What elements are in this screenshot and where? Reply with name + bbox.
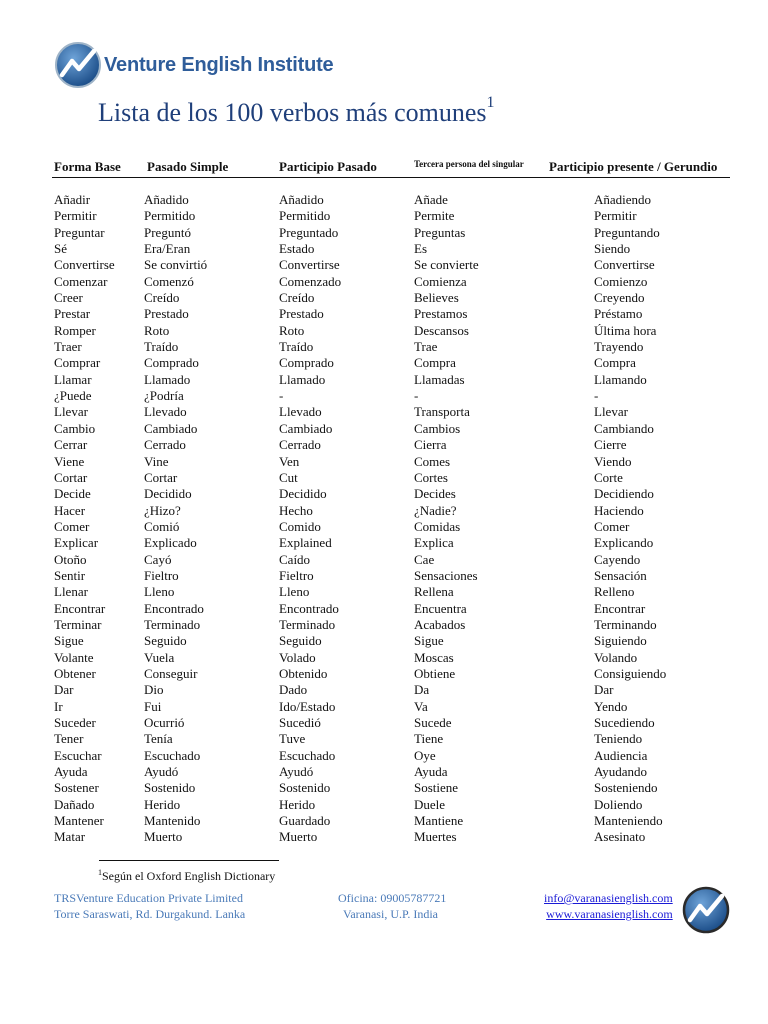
- table-cell: Comprar: [54, 355, 101, 371]
- table-cell: Permitido: [144, 208, 196, 224]
- table-cell: Era/Eran: [144, 241, 191, 257]
- table-cell: Ayudó: [144, 764, 179, 780]
- table-cell: Seguido: [144, 633, 187, 649]
- table-cell: Sostenido: [144, 780, 196, 796]
- table-cell: Comes: [414, 453, 451, 469]
- table-row: [0, 731, 768, 747]
- table-cell: Cambio: [54, 420, 96, 436]
- table-cell: Es: [414, 241, 427, 257]
- table-cell: Relleno: [594, 584, 635, 600]
- column-header-base: Forma Base: [54, 159, 121, 174]
- table-cell: Añadido: [279, 192, 324, 207]
- table-cell: ¿Hizo?: [144, 502, 181, 518]
- footer-office: Oficina: 09005787721: [338, 891, 447, 905]
- table-cell: Ocurrió: [144, 715, 185, 730]
- table-cell: Conseguir: [144, 665, 198, 681]
- table-cell: Preguntas: [414, 224, 466, 240]
- table-row: [0, 650, 768, 666]
- table-cell: Vuela: [144, 649, 175, 665]
- footer-city: Varanasi, U.P. India: [343, 907, 438, 921]
- footnote-divider: [99, 860, 279, 861]
- table-cell: Sensación: [594, 567, 647, 583]
- table-cell: Cambios: [414, 420, 461, 436]
- table-cell: Comprado: [279, 355, 334, 371]
- table-cell: Cerrado: [279, 437, 321, 453]
- table-cell: Comenzado: [279, 273, 342, 289]
- table-cell: Llamado: [279, 371, 326, 387]
- table-row: [0, 780, 768, 796]
- table-cell: Permitir: [594, 208, 637, 224]
- table-cell: Sostener: [54, 780, 99, 796]
- table-cell: Comió: [144, 518, 180, 534]
- table-cell: Herido: [144, 796, 181, 812]
- table-row: [0, 290, 768, 306]
- table-cell: Explicando: [594, 535, 654, 551]
- table-cell: Vine: [144, 453, 169, 469]
- table-cell: Manteniendo: [594, 813, 663, 829]
- table-cell: Dar: [594, 682, 614, 698]
- table-cell: Preguntando: [594, 224, 660, 240]
- table-cell: Muertes: [414, 829, 457, 845]
- table-cell: Herido: [279, 796, 316, 812]
- table-cell: Lleno: [144, 584, 175, 600]
- table-cell: Traído: [279, 339, 314, 355]
- table-cell: Sensaciones: [414, 567, 478, 583]
- table-cell: Obtenido: [279, 665, 328, 681]
- table-cell: Cortar: [144, 469, 178, 485]
- table-cell: Acabados: [414, 616, 466, 632]
- table-cell: Suceder: [54, 715, 96, 730]
- table-cell: Comienza: [414, 273, 467, 289]
- footer-address: Torre Saraswati, Rd. Durgakund. Lanka: [54, 907, 246, 921]
- table-cell: ¿Nadie?: [414, 502, 457, 518]
- table-cell: Creyendo: [594, 290, 645, 306]
- table-row: [0, 584, 768, 600]
- table-cell: Trae: [414, 339, 438, 355]
- table-cell: Mantiene: [414, 813, 464, 829]
- table-cell: Terminado: [279, 616, 336, 632]
- table-cell: Viendo: [594, 453, 632, 469]
- table-cell: Dio: [144, 682, 164, 698]
- table-cell: Muerto: [279, 829, 318, 845]
- table-cell: Sostenido: [279, 780, 331, 796]
- table-cell: Llevado: [144, 404, 187, 420]
- table-cell: Fui: [144, 698, 162, 714]
- table-cell: Prestar: [54, 306, 91, 322]
- table-cell: Dar: [54, 682, 74, 698]
- table-cell: Creído: [279, 290, 315, 306]
- table-cell: Añadir: [54, 192, 91, 207]
- table-cell: Sentir: [54, 567, 86, 583]
- table-row: [0, 388, 768, 404]
- table-cell: Traído: [144, 339, 179, 355]
- table-row: [0, 421, 768, 437]
- table-cell: Llevar: [54, 404, 88, 420]
- table-cell: Hacer: [54, 502, 86, 518]
- table-cell: Última hora: [594, 322, 657, 338]
- table-cell: Llevado: [279, 404, 322, 420]
- table-cell: Comprado: [144, 355, 199, 371]
- table-cell: Siendo: [594, 241, 631, 257]
- table-cell: Tiene: [414, 731, 444, 747]
- table-cell: Teniendo: [594, 731, 643, 747]
- table-cell: Seguido: [279, 633, 322, 649]
- table-cell: Preguntó: [144, 224, 191, 240]
- footer-contact-block: [544, 890, 673, 922]
- table-cell: Comenzó: [144, 273, 194, 289]
- table-cell: Sigue: [54, 633, 84, 649]
- table-cell: Cierra: [414, 437, 447, 453]
- table-cell: ¿Podría: [144, 388, 184, 404]
- verb-table: [0, 192, 768, 846]
- table-cell: Añade: [414, 192, 448, 207]
- table-cell: Descansos: [414, 322, 469, 338]
- table-row: [0, 470, 768, 486]
- table-cell: Trayendo: [594, 339, 644, 355]
- table-cell: Viene: [54, 453, 85, 469]
- table-cell: Da: [414, 682, 430, 698]
- table-cell: Tuve: [279, 731, 306, 747]
- table-cell: Tener: [54, 731, 84, 747]
- table-row: [0, 225, 768, 241]
- table-cell: Roto: [144, 322, 170, 338]
- table-cell: Consiguiendo: [594, 665, 667, 681]
- column-header-past: Pasado Simple: [147, 159, 229, 174]
- table-cell: Terminado: [144, 616, 201, 632]
- table-cell: Prestado: [144, 306, 189, 322]
- table-cell: Prestado: [279, 306, 324, 322]
- table-cell: Cerrar: [54, 437, 88, 453]
- table-cell: Guardado: [279, 813, 331, 829]
- table-cell: Matar: [54, 829, 86, 845]
- table-row: [0, 257, 768, 273]
- table-cell: Haciendo: [594, 502, 644, 518]
- table-row: [0, 208, 768, 224]
- table-cell: Fieltro: [279, 567, 314, 583]
- table-cell: -: [594, 388, 599, 404]
- venture-chart-logo-icon: [54, 41, 102, 89]
- table-row: [0, 306, 768, 322]
- table-cell: Sé: [54, 241, 67, 257]
- table-row: [0, 715, 768, 731]
- table-cell: Ayuda: [54, 764, 88, 780]
- table-row: [0, 192, 768, 208]
- table-cell: Escuchado: [144, 747, 201, 763]
- table-cell: Audiencia: [594, 747, 648, 763]
- table-cell: Compra: [414, 355, 456, 371]
- table-cell: Cerrado: [144, 437, 186, 453]
- table-row: [0, 503, 768, 519]
- table-cell: Explica: [414, 535, 454, 551]
- table-cell: Dado: [279, 682, 308, 698]
- table-cell: Comenzar: [54, 273, 108, 289]
- table-cell: Hecho: [279, 502, 313, 518]
- table-cell: Creer: [54, 290, 83, 306]
- table-cell: Comido: [279, 518, 321, 534]
- footnote: [98, 868, 275, 884]
- table-row: [0, 437, 768, 453]
- table-cell: Comidas: [414, 518, 461, 534]
- table-cell: -: [279, 388, 284, 404]
- table-cell: Sucedió: [279, 715, 321, 730]
- table-row: [0, 633, 768, 649]
- venture-chart-badge-icon: [682, 886, 730, 934]
- table-cell: Cambiado: [144, 420, 198, 436]
- table-cell: Ven: [279, 453, 300, 469]
- table-cell: Ayuda: [414, 764, 448, 780]
- table-cell: Comer: [54, 518, 90, 534]
- table-cell: Dañado: [54, 796, 95, 812]
- table-cell: Explicado: [144, 535, 197, 551]
- table-cell: Sucediendo: [594, 715, 655, 730]
- table-cell: Decides: [414, 486, 456, 502]
- table-cell: Cae: [414, 551, 435, 567]
- table-cell: Terminando: [594, 616, 657, 632]
- table-row: [0, 454, 768, 470]
- table-row: [0, 617, 768, 633]
- table-row: [0, 682, 768, 698]
- table-cell: Decide: [54, 486, 91, 502]
- table-cell: Lleno: [279, 584, 310, 600]
- table-cell: Encontrar: [54, 600, 106, 616]
- table-row: [0, 404, 768, 420]
- table-cell: Decidido: [279, 486, 327, 502]
- table-cell: -: [414, 388, 419, 404]
- table-row: [0, 486, 768, 502]
- table-cell: Ir: [54, 698, 63, 714]
- table-cell: Permite: [414, 208, 455, 224]
- table-cell: Permitido: [279, 208, 331, 224]
- table-cell: Cortes: [414, 469, 448, 485]
- table-cell: Se convirtió: [144, 257, 208, 273]
- table-cell: Sosteniendo: [594, 780, 658, 796]
- table-cell: Llevar: [594, 404, 628, 420]
- column-header-gerund: Participio presente / Gerundio: [549, 159, 718, 174]
- table-row: [0, 797, 768, 813]
- table-cell: Va: [414, 698, 428, 714]
- table-cell: Ido/Estado: [279, 698, 336, 714]
- footer-company: TRSVenture Education Private Limited: [54, 891, 243, 905]
- table-cell: Llamado: [144, 371, 191, 387]
- table-row: [0, 552, 768, 568]
- table-cell: Corte: [594, 469, 623, 485]
- table-cell: Rellena: [414, 584, 454, 600]
- table-cell: Cortar: [54, 469, 88, 485]
- footnote-mark: 1: [98, 868, 102, 877]
- title-footnote-mark: 1: [486, 94, 495, 112]
- table-row: [0, 748, 768, 764]
- table-cell: Cayendo: [594, 551, 641, 567]
- table-cell: Decidiendo: [594, 486, 654, 502]
- table-row: [0, 601, 768, 617]
- page-title-text: Lista de los 100 verbos más comunes: [98, 98, 487, 127]
- table-row: [0, 666, 768, 682]
- header-divider: [52, 177, 730, 178]
- table-row: [0, 829, 768, 845]
- footer-website-link[interactable]: www.varanasienglish.com: [546, 907, 673, 921]
- table-cell: Volado: [279, 649, 316, 665]
- table-cell: Volando: [594, 649, 638, 665]
- brand-name: Venture English Institute: [104, 53, 334, 76]
- page-title: [98, 94, 495, 128]
- table-cell: Añadido: [144, 192, 189, 207]
- table-cell: ¿Puede: [54, 388, 92, 404]
- table-cell: Se convierte: [414, 257, 479, 273]
- table-cell: Prestamos: [414, 306, 468, 322]
- table-cell: Cayó: [144, 551, 172, 567]
- footer-office-block: [338, 890, 446, 922]
- table-cell: Decidido: [144, 486, 192, 502]
- table-row: [0, 813, 768, 829]
- table-cell: Sucede: [414, 715, 452, 730]
- table-cell: Otoño: [54, 551, 87, 567]
- table-cell: Cambiado: [279, 420, 333, 436]
- table-cell: Caído: [279, 551, 311, 567]
- table-cell: Ayudando: [594, 764, 647, 780]
- footer-company-block: [54, 890, 245, 922]
- table-cell: Añadiendo: [594, 192, 652, 207]
- table-cell: Préstamo: [594, 306, 643, 322]
- table-row: [0, 535, 768, 551]
- table-cell: Encuentra: [414, 600, 467, 616]
- table-cell: Volante: [54, 649, 94, 665]
- column-header-third-person: Tercera persona del singular: [414, 159, 524, 169]
- table-cell: Mantenido: [144, 813, 201, 829]
- table-row: [0, 519, 768, 535]
- table-cell: Convertirse: [279, 257, 340, 273]
- table-cell: Obtiene: [414, 665, 456, 681]
- column-header-participle: Participio Pasado: [279, 159, 377, 174]
- table-cell: Encontrado: [144, 600, 204, 616]
- footer-email-link[interactable]: info@varanasienglish.com: [544, 891, 673, 905]
- table-row: [0, 323, 768, 339]
- table-row: [0, 339, 768, 355]
- table-row: [0, 355, 768, 371]
- table-cell: Sostiene: [414, 780, 459, 796]
- table-cell: Sigue: [414, 633, 444, 649]
- table-cell: Preguntado: [279, 224, 339, 240]
- table-row: [0, 274, 768, 290]
- table-cell: Llenar: [54, 584, 88, 600]
- table-cell: Llamadas: [414, 371, 465, 387]
- brand-logo: [54, 40, 333, 90]
- table-cell: Convertirse: [54, 257, 115, 273]
- table-cell: Convertirse: [594, 257, 655, 273]
- table-cell: Roto: [279, 322, 305, 338]
- table-row: [0, 568, 768, 584]
- table-cell: Duele: [414, 796, 446, 812]
- table-cell: Transporta: [414, 404, 470, 420]
- table-cell: Traer: [54, 339, 82, 355]
- table-cell: Fieltro: [144, 567, 179, 583]
- table-cell: Siguiendo: [594, 633, 647, 649]
- table-cell: Compra: [594, 355, 636, 371]
- table-cell: Obtener: [54, 665, 96, 681]
- table-row: [0, 241, 768, 257]
- table-cell: Doliendo: [594, 796, 643, 812]
- table-cell: Romper: [54, 322, 96, 338]
- table-cell: Llamar: [54, 371, 92, 387]
- table-cell: Preguntar: [54, 224, 105, 240]
- table-cell: Comienzo: [594, 273, 648, 289]
- table-cell: Terminar: [54, 616, 102, 632]
- table-cell: Oye: [414, 747, 436, 763]
- table-cell: Cierre: [594, 437, 627, 453]
- table-cell: Ayudó: [279, 764, 314, 780]
- table-cell: Estado: [279, 241, 315, 257]
- table-cell: Encontrado: [279, 600, 339, 616]
- table-cell: Yendo: [594, 698, 628, 714]
- table-cell: Escuchado: [279, 747, 336, 763]
- table-cell: Believes: [414, 290, 459, 306]
- table-cell: Llamando: [594, 371, 647, 387]
- table-row: [0, 372, 768, 388]
- table-cell: Escuchar: [54, 747, 102, 763]
- table-cell: Asesinato: [594, 829, 646, 845]
- table-cell: Comer: [594, 518, 630, 534]
- table-cell: Permitir: [54, 208, 97, 224]
- footnote-text: Según el Oxford English Dictionary: [102, 869, 276, 883]
- table-cell: Creído: [144, 290, 180, 306]
- table-cell: Cambiando: [594, 420, 654, 436]
- table-cell: Moscas: [414, 649, 454, 665]
- table-cell: Encontrar: [594, 600, 646, 616]
- table-cell: Mantener: [54, 813, 104, 829]
- table-cell: Explicar: [54, 535, 99, 551]
- table-cell: Cut: [279, 469, 298, 485]
- table-row: [0, 764, 768, 780]
- table-cell: Muerto: [144, 829, 183, 845]
- table-row: [0, 699, 768, 715]
- table-cell: Tenía: [144, 731, 173, 747]
- table-cell: Explained: [279, 535, 332, 551]
